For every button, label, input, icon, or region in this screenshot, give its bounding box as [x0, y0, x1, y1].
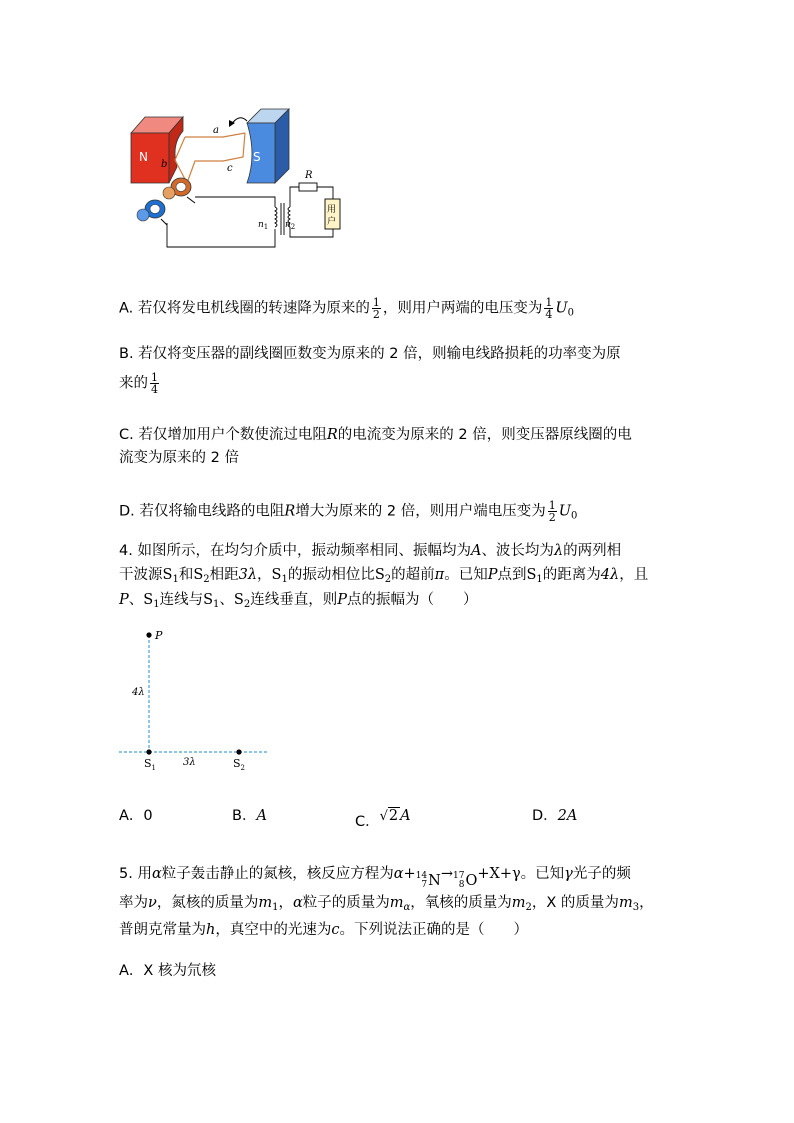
- magnet-n-label: N: [139, 150, 148, 164]
- label-3lambda: 3λ: [183, 757, 196, 768]
- q4-option-c: C．√2 A: [355, 808, 411, 830]
- user-load-label: 用: [327, 205, 337, 215]
- label-s1: $S_1$: [144, 757, 157, 772]
- option-b-line2: 来的 $\frac{1}{4}$: [119, 371, 158, 396]
- generator-transformer-figure: [125, 105, 365, 265]
- coil-label-c: c: [227, 163, 233, 174]
- line-resistor-r: [299, 183, 317, 191]
- label-p: P: [155, 629, 163, 642]
- q5-line3: 普朗克常量为h，真空中的光速为c。下列说法正确的是（ ）: [119, 922, 528, 938]
- svg-text:户: 户: [327, 217, 337, 227]
- q4-option-d: D．2A: [532, 808, 578, 824]
- wave-sources-figure: [115, 625, 275, 775]
- fraction-half: $\frac{1}{2}$: [372, 296, 380, 321]
- q4-line1: 4. 如图所示，在均匀介质中，振动频率相同、振幅均为A、波长均为λ的两列相: [119, 543, 622, 559]
- coil-label-a: a: [213, 125, 219, 136]
- secondary-turns-label: $n_2$: [285, 220, 296, 231]
- q4-line3: P、$S_1$连线与$S_1$、$S_2$连线垂直，则P点的振幅为（ ）: [119, 592, 478, 610]
- primary-turns-label: $n_1$: [258, 220, 269, 231]
- option-d: D. 若仅将输电线路的电阻R增大为原来的 2 倍，则用户端电压变为 $\frac{1}{2}$ $U_0$: [119, 499, 578, 524]
- q4-line2: 干波源$S_1$和$S_2$相距3λ，$S_1$的振动相位比$S_2$的超前π。已知P点到$S_1$的距离为4λ，且: [119, 567, 649, 585]
- option-c-line1: C. 若仅增加用户个数使流过电阻R的电流变为原来的 2 倍，则变压器原线圈的电: [119, 427, 632, 443]
- option-c-line2: 流变为原来的 2 倍: [119, 450, 239, 466]
- point-p: [146, 632, 151, 637]
- label-s2: $S_2$: [233, 757, 246, 772]
- option-b-line1: B. 若仅将变压器的副线圈匝数变为原来的 2 倍，则输电线路损耗的功率变为原: [119, 346, 621, 362]
- magnet-s-label: S: [253, 150, 261, 164]
- q4-option-a: A．0: [119, 808, 153, 824]
- source-s2: [236, 749, 241, 754]
- q5-option-a: A．X 核为氘核: [119, 963, 216, 979]
- q5-line1: 5. 用α粒子轰击静止的氮核，核反应方程为α+ 14 7 N → 17 8 O +X+γ。已知γ光子的频: [119, 866, 631, 890]
- source-s1: [146, 749, 151, 754]
- option-a: A. 若仅将发电机线圈的转速降为原来的 $\frac{1}{2}$ ，则用户两端的电压变为 $\frac{1}{4}$ $U_0$: [119, 296, 574, 321]
- resistor-label-r: R: [305, 170, 313, 181]
- q5-line2: 率为ν，氮核的质量为$m_1$，α粒子的质量为$m_\alpha$，氧核的质量为$m_2$，X 的质量为$m_3$，: [119, 895, 654, 913]
- coil-label-b: b: [161, 159, 168, 170]
- label-4lambda: 4λ: [132, 687, 145, 698]
- nuclear-equation: α+ 14 7 N → 17 8 O +X+γ: [393, 866, 521, 890]
- q4-option-b: B．A: [232, 808, 267, 824]
